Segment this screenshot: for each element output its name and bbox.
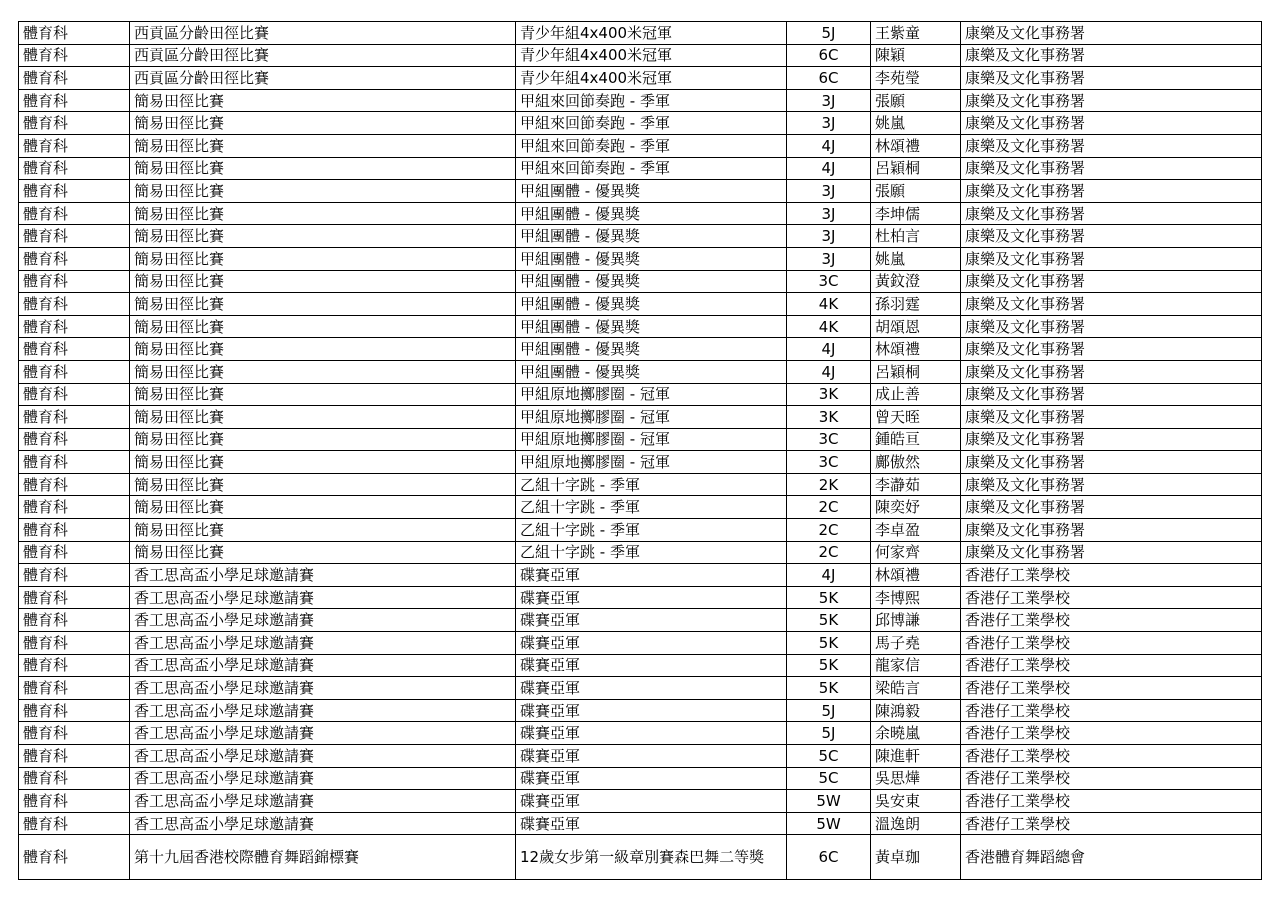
award-cell: 甲組團體 - 優異獎 (516, 225, 787, 248)
award-cell: 碟賽亞軍 (516, 767, 787, 790)
table-row (19, 428, 1262, 451)
award-cell: 乙組十字跳 - 季軍 (516, 519, 787, 542)
class-cell: 2K (787, 473, 871, 496)
class-cell: 6C (787, 835, 871, 880)
class-cell: 6C (787, 67, 871, 90)
student-name-cell: 王紫童 (871, 22, 961, 45)
award-cell: 甲組團體 - 優異獎 (516, 270, 787, 293)
subject-cell: 體育科 (19, 270, 130, 293)
award-cell: 甲組團體 - 優異獎 (516, 180, 787, 203)
class-cell: 3K (787, 383, 871, 406)
award-cell: 碟賽亞軍 (516, 677, 787, 700)
event-cell: 簡易田徑比賽 (130, 338, 516, 361)
event-cell: 香工思高盃小學足球邀請賽 (130, 812, 516, 835)
class-cell: 3J (787, 202, 871, 225)
table-row (19, 134, 1262, 157)
table-row (19, 89, 1262, 112)
event-cell: 簡易田徑比賽 (130, 202, 516, 225)
event-cell: 香工思高盃小學足球邀請賽 (130, 609, 516, 632)
student-name-cell: 邱博謙 (871, 609, 961, 632)
class-cell: 4J (787, 564, 871, 587)
event-cell: 西貢區分齡田徑比賽 (130, 67, 516, 90)
student-name-cell: 呂穎桐 (871, 157, 961, 180)
organizer-cell: 康樂及文化事務署 (961, 338, 1262, 361)
event-cell: 西貢區分齡田徑比賽 (130, 44, 516, 67)
table-row (19, 315, 1262, 338)
student-name-cell: 張願 (871, 89, 961, 112)
organizer-cell: 香港仔工業學校 (961, 790, 1262, 813)
event-cell: 香工思高盃小學足球邀請賽 (130, 654, 516, 677)
organizer-cell: 康樂及文化事務署 (961, 451, 1262, 474)
table-row (19, 835, 1262, 880)
subject-cell: 體育科 (19, 654, 130, 677)
table-row (19, 609, 1262, 632)
event-cell: 簡易田徑比賽 (130, 247, 516, 270)
table-row (19, 564, 1262, 587)
organizer-cell: 康樂及文化事務署 (961, 293, 1262, 316)
class-cell: 3C (787, 428, 871, 451)
award-cell: 碟賽亞軍 (516, 745, 787, 768)
organizer-cell: 康樂及文化事務署 (961, 202, 1262, 225)
subject-cell: 體育科 (19, 157, 130, 180)
student-name-cell: 余曉嵐 (871, 722, 961, 745)
student-name-cell: 姚嵐 (871, 247, 961, 270)
table-row (19, 338, 1262, 361)
table-row (19, 180, 1262, 203)
class-cell: 3J (787, 180, 871, 203)
organizer-cell: 康樂及文化事務署 (961, 473, 1262, 496)
award-record-sheet (18, 21, 1261, 880)
student-name-cell: 成止善 (871, 383, 961, 406)
award-cell: 乙組十字跳 - 季軍 (516, 496, 787, 519)
subject-cell: 體育科 (19, 451, 130, 474)
class-cell: 3J (787, 89, 871, 112)
subject-cell: 體育科 (19, 609, 130, 632)
event-cell: 簡易田徑比賽 (130, 270, 516, 293)
student-name-cell: 黃鈫澄 (871, 270, 961, 293)
class-cell: 3C (787, 270, 871, 293)
organizer-cell: 康樂及文化事務署 (961, 134, 1262, 157)
event-cell: 簡易田徑比賽 (130, 89, 516, 112)
subject-cell: 體育科 (19, 767, 130, 790)
subject-cell: 體育科 (19, 473, 130, 496)
class-cell: 5W (787, 790, 871, 813)
event-cell: 簡易田徑比賽 (130, 451, 516, 474)
award-cell: 碟賽亞軍 (516, 812, 787, 835)
subject-cell: 體育科 (19, 632, 130, 655)
table-row (19, 496, 1262, 519)
event-cell: 香工思高盃小學足球邀請賽 (130, 745, 516, 768)
table-row (19, 812, 1262, 835)
event-cell: 簡易田徑比賽 (130, 360, 516, 383)
class-cell: 2C (787, 519, 871, 542)
subject-cell: 體育科 (19, 722, 130, 745)
table-row (19, 293, 1262, 316)
organizer-cell: 香港仔工業學校 (961, 722, 1262, 745)
subject-cell: 體育科 (19, 315, 130, 338)
organizer-cell: 香港仔工業學校 (961, 654, 1262, 677)
student-name-cell: 陳穎 (871, 44, 961, 67)
subject-cell: 體育科 (19, 812, 130, 835)
event-cell: 簡易田徑比賽 (130, 315, 516, 338)
class-cell: 5K (787, 677, 871, 700)
subject-cell: 體育科 (19, 202, 130, 225)
subject-cell: 體育科 (19, 247, 130, 270)
organizer-cell: 康樂及文化事務署 (961, 315, 1262, 338)
student-name-cell: 馬子堯 (871, 632, 961, 655)
subject-cell: 體育科 (19, 496, 130, 519)
table-row (19, 722, 1262, 745)
class-cell: 6C (787, 44, 871, 67)
award-table (18, 21, 1262, 880)
student-name-cell: 李苑瑩 (871, 67, 961, 90)
organizer-cell: 康樂及文化事務署 (961, 270, 1262, 293)
student-name-cell: 陳進軒 (871, 745, 961, 768)
student-name-cell: 胡頌恩 (871, 315, 961, 338)
event-cell: 香工思高盃小學足球邀請賽 (130, 722, 516, 745)
award-cell: 青少年組4x400米冠軍 (516, 22, 787, 45)
student-name-cell: 林頌禮 (871, 338, 961, 361)
event-cell: 簡易田徑比賽 (130, 428, 516, 451)
class-cell: 3C (787, 451, 871, 474)
award-cell: 碟賽亞軍 (516, 564, 787, 587)
organizer-cell: 香港仔工業學校 (961, 677, 1262, 700)
award-cell: 乙組十字跳 - 季軍 (516, 473, 787, 496)
class-cell: 4K (787, 293, 871, 316)
class-cell: 5C (787, 767, 871, 790)
event-cell: 簡易田徑比賽 (130, 473, 516, 496)
student-name-cell: 李瀞茹 (871, 473, 961, 496)
class-cell: 5J (787, 22, 871, 45)
event-cell: 簡易田徑比賽 (130, 383, 516, 406)
subject-cell: 體育科 (19, 67, 130, 90)
table-row (19, 112, 1262, 135)
subject-cell: 體育科 (19, 790, 130, 813)
organizer-cell: 香港仔工業學校 (961, 609, 1262, 632)
student-name-cell: 孫羽霆 (871, 293, 961, 316)
class-cell: 2C (787, 496, 871, 519)
subject-cell: 體育科 (19, 564, 130, 587)
table-row (19, 586, 1262, 609)
award-cell: 甲組原地擲膠圈 - 冠軍 (516, 451, 787, 474)
subject-cell: 體育科 (19, 360, 130, 383)
organizer-cell: 康樂及文化事務署 (961, 383, 1262, 406)
award-cell: 碟賽亞軍 (516, 790, 787, 813)
award-cell: 碟賽亞軍 (516, 722, 787, 745)
student-name-cell: 李坤儒 (871, 202, 961, 225)
student-name-cell: 溫逸朗 (871, 812, 961, 835)
subject-cell: 體育科 (19, 699, 130, 722)
award-cell: 甲組團體 - 優異獎 (516, 247, 787, 270)
award-cell: 碟賽亞軍 (516, 654, 787, 677)
event-cell: 簡易田徑比賽 (130, 112, 516, 135)
event-cell: 香工思高盃小學足球邀請賽 (130, 677, 516, 700)
award-cell: 甲組原地擲膠圈 - 冠軍 (516, 428, 787, 451)
class-cell: 4J (787, 360, 871, 383)
table-row (19, 225, 1262, 248)
organizer-cell: 康樂及文化事務署 (961, 360, 1262, 383)
subject-cell: 體育科 (19, 112, 130, 135)
class-cell: 5K (787, 609, 871, 632)
event-cell: 香工思高盃小學足球邀請賽 (130, 790, 516, 813)
student-name-cell: 曾天晊 (871, 406, 961, 429)
table-row (19, 519, 1262, 542)
table-row (19, 157, 1262, 180)
organizer-cell: 香港仔工業學校 (961, 586, 1262, 609)
class-cell: 4J (787, 134, 871, 157)
subject-cell: 體育科 (19, 89, 130, 112)
subject-cell: 體育科 (19, 180, 130, 203)
student-name-cell: 林頌禮 (871, 134, 961, 157)
award-cell: 12歲女步第一級章別賽森巴舞二等獎 (516, 835, 787, 880)
award-cell: 甲組來回節奏跑 - 季軍 (516, 89, 787, 112)
award-table-body (19, 22, 1262, 880)
award-cell: 甲組來回節奏跑 - 季軍 (516, 134, 787, 157)
class-cell: 4K (787, 315, 871, 338)
class-cell: 3J (787, 225, 871, 248)
event-cell: 簡易田徑比賽 (130, 293, 516, 316)
award-cell: 碟賽亞軍 (516, 699, 787, 722)
organizer-cell: 康樂及文化事務署 (961, 428, 1262, 451)
student-name-cell: 李卓盈 (871, 519, 961, 542)
class-cell: 5C (787, 745, 871, 768)
student-name-cell: 陳鴻毅 (871, 699, 961, 722)
organizer-cell: 香港仔工業學校 (961, 745, 1262, 768)
student-name-cell: 張願 (871, 180, 961, 203)
award-cell: 碟賽亞軍 (516, 586, 787, 609)
subject-cell: 體育科 (19, 541, 130, 564)
table-row (19, 473, 1262, 496)
class-cell: 2C (787, 541, 871, 564)
class-cell: 5J (787, 722, 871, 745)
organizer-cell: 康樂及文化事務署 (961, 67, 1262, 90)
award-cell: 甲組團體 - 優異獎 (516, 315, 787, 338)
class-cell: 5K (787, 654, 871, 677)
class-cell: 3J (787, 247, 871, 270)
student-name-cell: 李博熙 (871, 586, 961, 609)
table-row (19, 677, 1262, 700)
organizer-cell: 康樂及文化事務署 (961, 406, 1262, 429)
event-cell: 簡易田徑比賽 (130, 406, 516, 429)
subject-cell: 體育科 (19, 677, 130, 700)
subject-cell: 體育科 (19, 134, 130, 157)
award-cell: 甲組團體 - 優異獎 (516, 338, 787, 361)
subject-cell: 體育科 (19, 225, 130, 248)
student-name-cell: 呂穎桐 (871, 360, 961, 383)
class-cell: 5J (787, 699, 871, 722)
class-cell: 5K (787, 586, 871, 609)
event-cell: 簡易田徑比賽 (130, 541, 516, 564)
subject-cell: 體育科 (19, 293, 130, 316)
event-cell: 香工思高盃小學足球邀請賽 (130, 699, 516, 722)
subject-cell: 體育科 (19, 519, 130, 542)
event-cell: 簡易田徑比賽 (130, 496, 516, 519)
table-row (19, 202, 1262, 225)
student-name-cell: 龍家信 (871, 654, 961, 677)
event-cell: 簡易田徑比賽 (130, 134, 516, 157)
table-row (19, 654, 1262, 677)
table-row (19, 247, 1262, 270)
organizer-cell: 康樂及文化事務署 (961, 89, 1262, 112)
class-cell: 4J (787, 338, 871, 361)
award-cell: 青少年組4x400米冠軍 (516, 44, 787, 67)
subject-cell: 體育科 (19, 22, 130, 45)
organizer-cell: 香港仔工業學校 (961, 812, 1262, 835)
award-cell: 甲組原地擲膠圈 - 冠軍 (516, 383, 787, 406)
organizer-cell: 康樂及文化事務署 (961, 247, 1262, 270)
table-row (19, 360, 1262, 383)
event-cell: 香工思高盃小學足球邀請賽 (130, 767, 516, 790)
award-cell: 甲組原地擲膠圈 - 冠軍 (516, 406, 787, 429)
event-cell: 第十九屆香港校際體育舞蹈錦標賽 (130, 835, 516, 880)
organizer-cell: 康樂及文化事務署 (961, 225, 1262, 248)
table-row (19, 632, 1262, 655)
table-row (19, 451, 1262, 474)
event-cell: 香工思高盃小學足球邀請賽 (130, 564, 516, 587)
table-row (19, 67, 1262, 90)
table-row (19, 790, 1262, 813)
organizer-cell: 香港仔工業學校 (961, 699, 1262, 722)
award-cell: 甲組來回節奏跑 - 季軍 (516, 157, 787, 180)
table-row (19, 270, 1262, 293)
student-name-cell: 林頌禮 (871, 564, 961, 587)
subject-cell: 體育科 (19, 745, 130, 768)
organizer-cell: 康樂及文化事務署 (961, 22, 1262, 45)
table-row (19, 541, 1262, 564)
award-cell: 甲組團體 - 優異獎 (516, 202, 787, 225)
class-cell: 3J (787, 112, 871, 135)
organizer-cell: 康樂及文化事務署 (961, 44, 1262, 67)
student-name-cell: 吳安東 (871, 790, 961, 813)
subject-cell: 體育科 (19, 44, 130, 67)
student-name-cell: 杜柏言 (871, 225, 961, 248)
subject-cell: 體育科 (19, 586, 130, 609)
student-name-cell: 鍾皓亘 (871, 428, 961, 451)
subject-cell: 體育科 (19, 383, 130, 406)
organizer-cell: 康樂及文化事務署 (961, 541, 1262, 564)
class-cell: 4J (787, 157, 871, 180)
event-cell: 西貢區分齡田徑比賽 (130, 22, 516, 45)
subject-cell: 體育科 (19, 835, 130, 880)
student-name-cell: 梁皓言 (871, 677, 961, 700)
award-cell: 青少年組4x400米冠軍 (516, 67, 787, 90)
event-cell: 簡易田徑比賽 (130, 180, 516, 203)
student-name-cell: 吳思燁 (871, 767, 961, 790)
organizer-cell: 康樂及文化事務署 (961, 180, 1262, 203)
organizer-cell: 香港仔工業學校 (961, 767, 1262, 790)
event-cell: 簡易田徑比賽 (130, 519, 516, 542)
event-cell: 香工思高盃小學足球邀請賽 (130, 632, 516, 655)
event-cell: 香工思高盃小學足球邀請賽 (130, 586, 516, 609)
student-name-cell: 陳奕妤 (871, 496, 961, 519)
class-cell: 3K (787, 406, 871, 429)
subject-cell: 體育科 (19, 406, 130, 429)
award-cell: 甲組團體 - 優異獎 (516, 360, 787, 383)
subject-cell: 體育科 (19, 428, 130, 451)
class-cell: 5K (787, 632, 871, 655)
organizer-cell: 康樂及文化事務署 (961, 519, 1262, 542)
table-row (19, 767, 1262, 790)
event-cell: 簡易田徑比賽 (130, 225, 516, 248)
award-cell: 碟賽亞軍 (516, 632, 787, 655)
student-name-cell: 姚嵐 (871, 112, 961, 135)
organizer-cell: 香港體育舞蹈總會 (961, 835, 1262, 880)
subject-cell: 體育科 (19, 338, 130, 361)
student-name-cell: 何家齊 (871, 541, 961, 564)
table-row (19, 383, 1262, 406)
organizer-cell: 香港仔工業學校 (961, 564, 1262, 587)
organizer-cell: 康樂及文化事務署 (961, 157, 1262, 180)
table-row (19, 745, 1262, 768)
event-cell: 簡易田徑比賽 (130, 157, 516, 180)
student-name-cell: 鄺傲然 (871, 451, 961, 474)
class-cell: 5W (787, 812, 871, 835)
student-name-cell: 黃卓珈 (871, 835, 961, 880)
table-row (19, 406, 1262, 429)
table-row (19, 699, 1262, 722)
award-cell: 甲組來回節奏跑 - 季軍 (516, 112, 787, 135)
organizer-cell: 香港仔工業學校 (961, 632, 1262, 655)
award-cell: 乙組十字跳 - 季軍 (516, 541, 787, 564)
table-row (19, 44, 1262, 67)
organizer-cell: 康樂及文化事務署 (961, 496, 1262, 519)
organizer-cell: 康樂及文化事務署 (961, 112, 1262, 135)
table-row (19, 22, 1262, 45)
award-cell: 甲組團體 - 優異獎 (516, 293, 787, 316)
award-cell: 碟賽亞軍 (516, 609, 787, 632)
